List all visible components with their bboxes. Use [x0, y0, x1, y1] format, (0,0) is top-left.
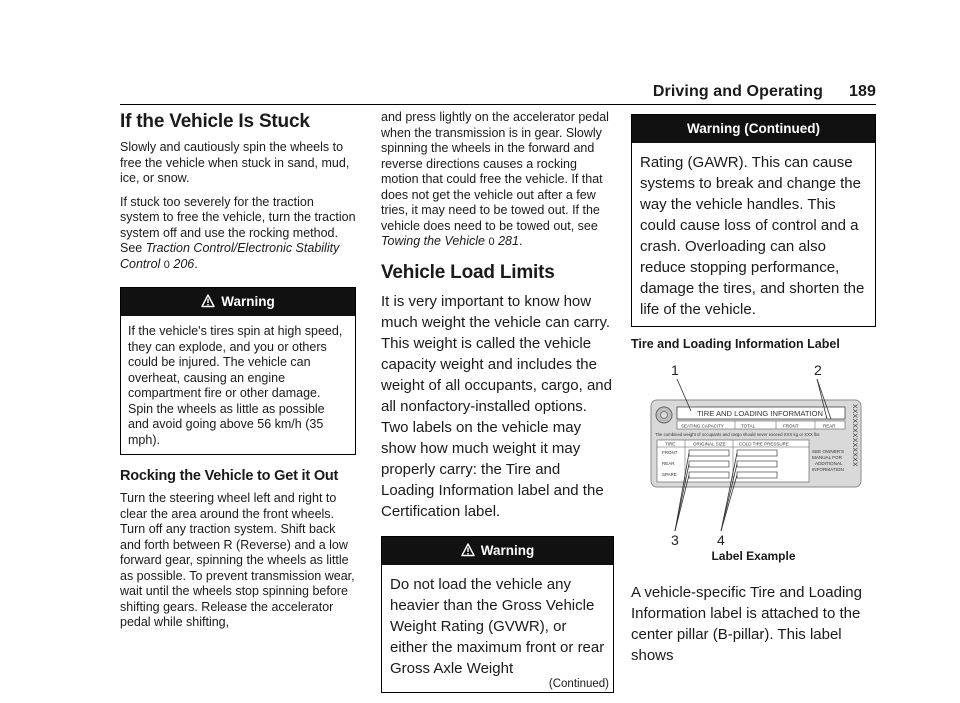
label-col-front: FRONT	[783, 423, 799, 428]
warning-title: Warning	[221, 294, 275, 309]
section-title: Driving and Operating	[652, 83, 823, 100]
cross-reference-link[interactable]: Towing the Vehicle	[381, 234, 486, 248]
running-header	[653, 83, 876, 101]
warning-triangle-icon	[201, 294, 215, 308]
warning-box	[631, 114, 876, 327]
side-code: XXXXXXXXXXXXX	[851, 403, 858, 467]
paragraph: Turn the steering wheel left and right to clear the area around the front wheels. Turn off any traction system. Shift back and forth between R (Reverse) and a low forward gear, spinning the wheels as little as possible. To prevent transmission wear, wait until the wheels stop spinning before shifting gears. Release the accelerator pedal while shifting,	[120, 491, 355, 629]
paragraph-text: and press lightly on the accelerator pedal when the transmission is in gear. Slowly spinning the wheels in the forward and reverse directions causes a rocking motion that could free the vehicle. If that does not get the vehicle out after a few tries, it may need to be towed out. If the vehicle does need to be towed out, see	[381, 110, 609, 233]
section-heading-stuck: If the Vehicle Is Stuck	[120, 111, 310, 132]
see-owners-line-2: MANUAL FOR	[812, 454, 842, 460]
warning-box	[381, 536, 614, 694]
warning-title: Warning	[480, 542, 535, 558]
continued-note: (Continued)	[548, 677, 609, 690]
cold-pressure-header: COLD TIRE PRESSURE	[739, 441, 789, 446]
warning-header	[121, 288, 355, 316]
subsection-heading-rocking: Rocking the Vehicle to Get it Out	[120, 468, 339, 484]
punctuation: .	[194, 256, 198, 271]
punctuation: .	[518, 234, 523, 248]
callout-3: 3	[671, 531, 679, 547]
see-owners-line-1: SEE OWNER'S	[812, 448, 845, 454]
original-size-header: ORIGINAL SIZE	[693, 441, 726, 446]
page-number: 189	[849, 83, 876, 100]
see-owners-line-3: ADDITIONAL	[815, 460, 843, 466]
label-col-rear: REAR	[823, 423, 836, 428]
cross-reference-page[interactable]: 281	[498, 234, 519, 248]
paragraph	[381, 110, 614, 251]
callout-4: 4	[717, 531, 725, 547]
column-1	[120, 110, 356, 639]
warning-box	[120, 287, 356, 455]
tire-row-spare: SPARE	[662, 471, 677, 477]
warning-text: If the vehicle's tires spin at high speed, they can explode, and you or others could be injured. The vehicle can overheat, causing an engine compartment fire or other damage. Spin the wheels as little as possible and avoid going above 56 km/h (35 mph).	[128, 324, 343, 447]
label-combined-weight: The combined weight of occupants and cargo should never exceed XXX kg or XXX lbs	[655, 431, 820, 437]
cross-reference-link[interactable]: Traction Control/Electronic Stability Control	[120, 241, 340, 271]
see-owners-line-4: INFORMATION	[812, 466, 844, 472]
callout-1: 1	[671, 361, 679, 378]
warning-triangle-icon	[461, 543, 475, 557]
page-ref-icon: 0	[488, 236, 495, 248]
paragraph: A vehicle-specific Tire and Loading Information label is attached to the center pillar (B-pillar). This label shows	[631, 584, 862, 664]
label-col-seating: SEATING CAPACITY	[681, 423, 724, 428]
figure-caption: Label Example	[711, 548, 796, 563]
paragraph: It is very important to know how much weight the vehicle can carry. This weight is called the vehicle capacity weight and includes the weight of all occupants, cargo, and all nonfactory-installed options. Two labels on the vehicle may show how much weight it may properly carry: the Tire and Loading Information label and the Certification label.	[381, 292, 612, 520]
cross-reference-page[interactable]: 206	[173, 256, 195, 271]
warning-text: Do not load the vehicle any heavier than the Gross Vehicle Weight Rating (GVWR), or either the maximum front or rear Gross Axle Weight	[390, 575, 605, 677]
tire-row-front: FRONT	[662, 449, 678, 455]
warning-header: Warning (Continued)	[632, 115, 875, 143]
warning-header	[382, 537, 613, 565]
label-col-total: TOTAL	[741, 423, 756, 428]
paragraph: Slowly and cautiously spin the wheels to free the vehicle when stuck in sand, mud, ice, or snow.	[120, 140, 350, 185]
page-ref-icon: 0	[163, 258, 170, 271]
column-2	[381, 110, 614, 703]
tire-row-rear: REAR	[662, 460, 675, 466]
paragraph-text: If stuck too severely for the traction system to free the vehicle, turn the traction system off and use the rocking method. See	[120, 194, 356, 255]
tire-label-figure	[631, 357, 876, 547]
section-heading-load-limits: Vehicle Load Limits	[381, 261, 555, 283]
warning-text: Rating (GAWR). This can cause systems to break and change the way the vehicle handles. This could cause loss of control and a crash. Overloading can also reduce stopping performance, damage the tires, and shorten the life of the vehicle.	[640, 154, 865, 318]
label-title: TIRE AND LOADING INFORMATION	[697, 408, 824, 418]
column-3	[631, 110, 876, 674]
header-rule	[120, 104, 876, 105]
tire-label-illustration	[631, 357, 876, 547]
callout-2: 2	[814, 361, 822, 378]
paragraph	[120, 195, 356, 274]
tire-col-header: TIRE	[665, 441, 676, 446]
figure-title: Tire and Loading Information Label	[631, 337, 840, 351]
